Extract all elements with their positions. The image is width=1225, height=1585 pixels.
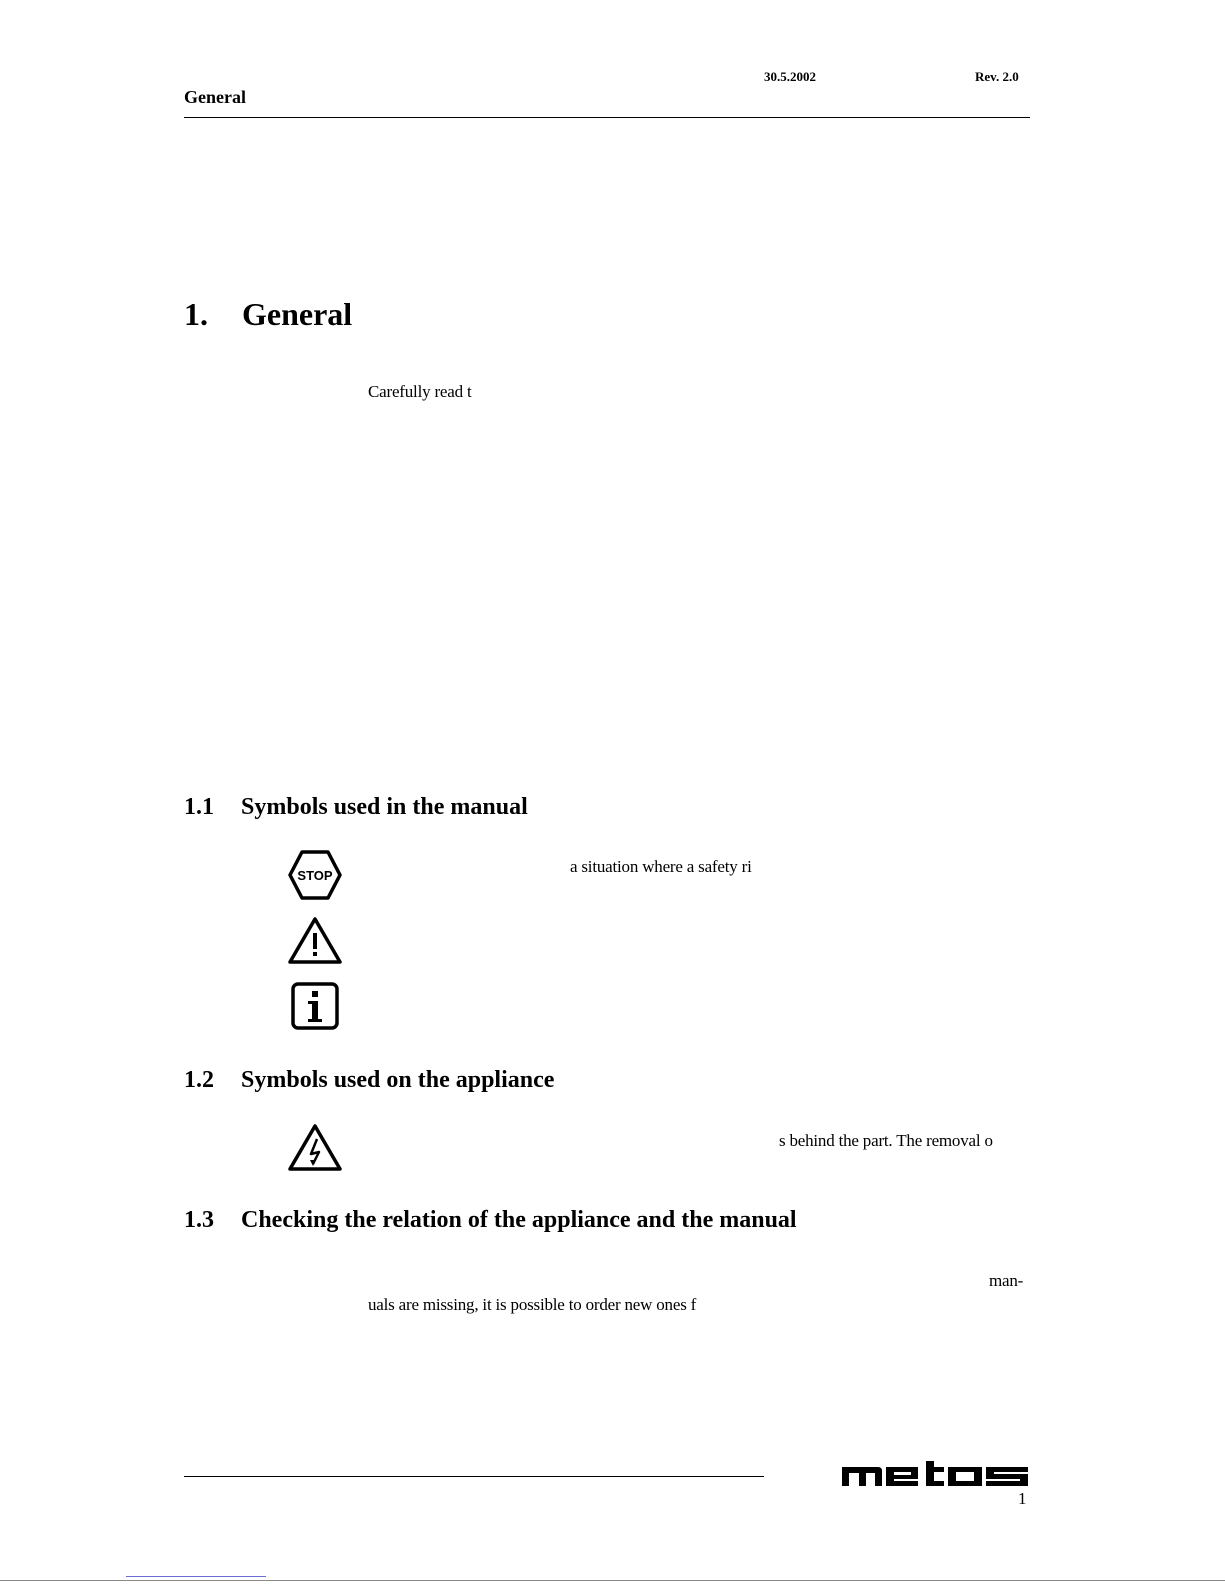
page-number: 1	[1018, 1489, 1027, 1508]
bottom-page-rule	[0, 1580, 1225, 1581]
stop-symbol-text: a situation where a safety ri	[570, 857, 752, 876]
chapter-heading	[184, 296, 352, 333]
section-1-3-text-line1: man-	[989, 1271, 1024, 1290]
header-section-title: General	[184, 87, 246, 107]
electrical-hazard-icon	[286, 1122, 344, 1172]
section-number: 1.2	[184, 1067, 214, 1093]
section-number: 1.3	[184, 1207, 214, 1233]
chapter-intro-text: Carefully read t	[368, 382, 472, 401]
header-rule	[184, 117, 1030, 118]
section-number: 1.1	[184, 794, 214, 820]
metos-logo	[838, 1459, 1030, 1489]
section-title: Symbols used on the appliance	[241, 1067, 555, 1093]
section-title: Checking the relation of the appliance and the manual	[241, 1207, 797, 1233]
chapter-title: General	[242, 296, 353, 332]
info-icon	[286, 980, 344, 1030]
header-revision: Rev. 2.0	[975, 69, 1019, 84]
chapter-number: 1.	[184, 296, 208, 332]
warning-triangle-icon	[286, 915, 344, 965]
electrical-symbol-text: s behind the part. The removal o	[779, 1131, 993, 1150]
section-title: Symbols used in the manual	[241, 794, 528, 820]
bottom-link-rule	[126, 1576, 266, 1577]
section-heading-1-1	[184, 794, 528, 821]
section-1-3-text-line2: uals are missing, it is possible to order new ones f	[368, 1295, 697, 1314]
footer-rule	[184, 1476, 764, 1477]
svg-text:STOP: STOP	[297, 868, 333, 883]
stop-sign-icon	[286, 850, 344, 900]
section-heading-1-3	[184, 1207, 797, 1234]
section-heading-1-2	[184, 1067, 554, 1094]
header-date: 30.5.2002	[764, 69, 816, 84]
